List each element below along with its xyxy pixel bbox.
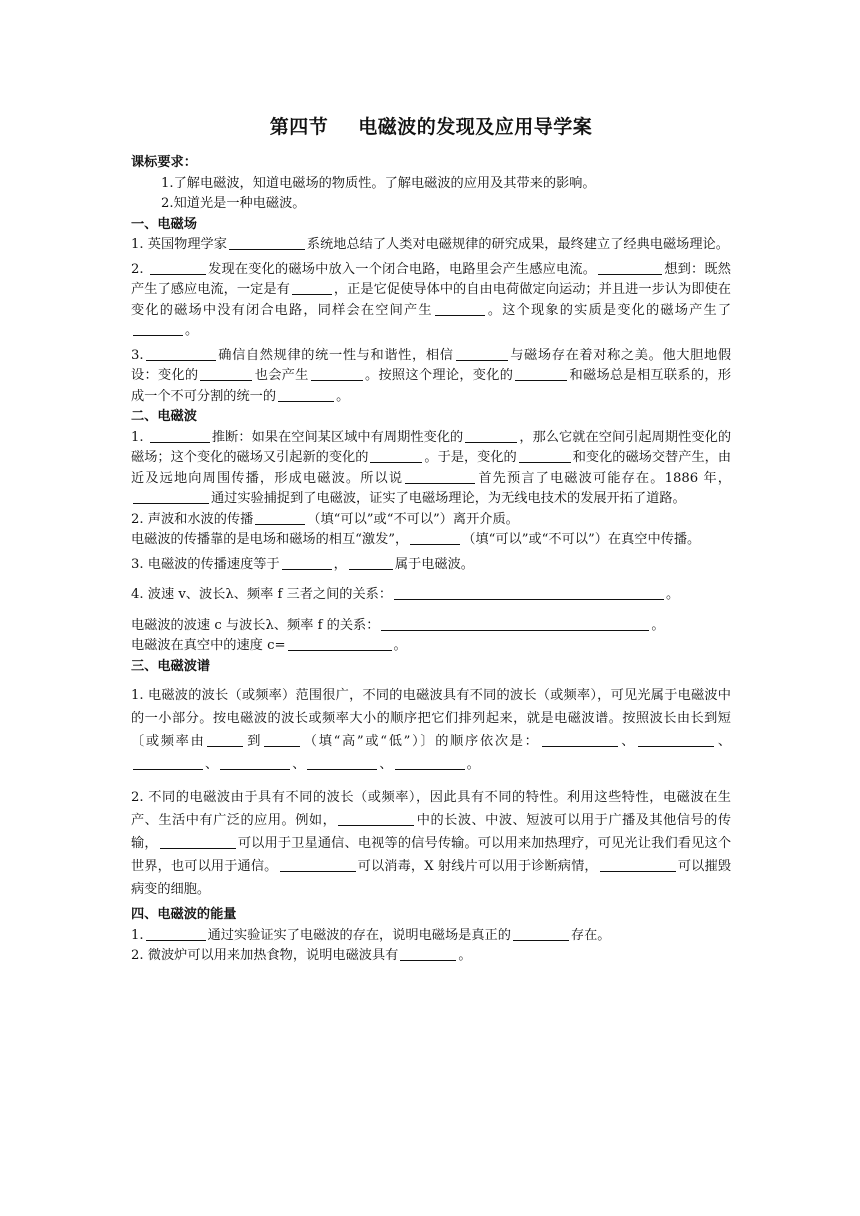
title-section-number: 第四节 [269, 116, 329, 138]
s1-question-2: 2. 发现在变化的磁场中放入一个闭合电路，电路里会产生感应电流。 想到：既然产生了感应电流，一定是有 ，正是它促使导体中的自由电荷做定向运动；并且进一步认为即使在变化的磁场中没有闭合电路，同样会在空间产生 。这个现象的实质是变化的磁场产生了。 [131, 261, 732, 338]
answer-blank[interactable] [229, 236, 305, 250]
s4-question-1: 1. 通过实验证实了电磁波的存在，说明电磁场是真正的 存在。 [131, 927, 611, 943]
worksheet-page [131, 112, 731, 967]
answer-blank[interactable] [542, 733, 618, 747]
answer-blank[interactable] [435, 302, 485, 316]
s2-question-1: 1. 推断：如果在空间某区域中有周期性变化的 ，那么它就在空间引起周期性变化的磁场；这个变化的磁场又引起新的变化的 。于是，变化的 和变化的磁场交替产生，由近及远地向周围传播，形成电磁波。所以说 首先预言了电磁波可能存在。1886 年，通过实验捕捉到了电磁波，证实了电磁场理论，为无线电技术的发展开拓了道路。 [131, 429, 732, 506]
s2-question-3: 3. 电磁波的传播速度等于 ， 属于电磁波。 [131, 556, 474, 572]
answer-blank[interactable] [150, 429, 210, 443]
answer-blank[interactable] [405, 470, 475, 484]
s2-question-5: 电磁波的波速 c 与波长λ、频率 f 的关系： 。 [131, 617, 665, 633]
answer-blank[interactable] [160, 835, 236, 849]
requirement-item-2: 2.知道光是一种电磁波。 [161, 196, 306, 211]
requirements-heading: 课标要求： [131, 155, 197, 170]
answer-blank[interactable] [264, 733, 300, 747]
answer-blank[interactable] [519, 449, 571, 463]
answer-blank[interactable] [410, 531, 460, 545]
answer-blank[interactable] [282, 556, 332, 570]
s2-question-4: 4. 波速 v、波长λ、频率 f 三者之间的关系： 。 [131, 587, 680, 602]
answer-blank[interactable] [288, 637, 392, 651]
s1-question-3: 3. 确信自然规律的统一性与和谐性，相信 与磁场存在着对称之美。他大胆地假设：变化的 也会产生 。按照这个理论，变化的 和磁场总是相互联系的，形成一个不可分割的统一的 。 [131, 347, 732, 404]
section-4-heading: 四、电磁波的能量 [131, 907, 237, 922]
answer-blank[interactable] [133, 322, 183, 336]
answer-blank[interactable] [395, 756, 465, 770]
answer-blank[interactable] [278, 388, 334, 402]
answer-blank[interactable] [255, 511, 305, 525]
s2-question-2a: 2. 声波和水波的传播 （填“可以”或“不可以”）离开介质。 [131, 511, 519, 527]
answer-blank[interactable] [146, 347, 216, 361]
answer-blank[interactable] [370, 449, 422, 463]
answer-blank[interactable] [394, 586, 664, 600]
s2-question-6: 电磁波在真空中的速度 c= 。 [131, 638, 407, 653]
answer-blank[interactable] [280, 858, 356, 872]
answer-blank[interactable] [600, 858, 676, 872]
answer-blank[interactable] [311, 367, 363, 381]
s4-question-2: 2. 微波炉可以用来加热食物，说明电磁波具有 。 [131, 948, 472, 963]
answer-blank[interactable] [515, 367, 567, 381]
answer-blank[interactable] [207, 733, 243, 747]
s3-question-1: 1. 电磁波的波长（或频率）范围很广，不同的电磁波具有不同的波长（或频率），可见光属于电磁波中的一小部分。按电磁波的波长或频率大小的顺序把它们排列起来，就是电磁波谱。按照波长由长到短〔或频率由 到 （填“高”或“低”）〕的顺序依次是： 、 、、 、 、 。 [131, 688, 732, 772]
answer-blank[interactable] [456, 347, 508, 361]
answer-blank[interactable] [307, 756, 377, 770]
answer-blank[interactable] [349, 556, 393, 570]
requirement-item-1: 1.了解电磁波，知道电磁场的物质性。了解电磁波的应用及其带来的影响。 [161, 175, 596, 191]
page-title [131, 112, 731, 139]
answer-blank[interactable] [220, 756, 290, 770]
answer-blank[interactable] [465, 429, 517, 443]
title-text: 电磁波的发现及应用导学案 [358, 116, 593, 138]
section-1-heading: 一、电磁场 [131, 216, 197, 232]
s3-question-2: 2. 不同的电磁波由于具有不同的波长（或频率），因此具有不同的特性。利用这些特性，电磁波在生产、生活中有广泛的应用。例如， 中的长波、中波、短波可以用于广播及其他信号的传输， 可以用于卫星通信、电视等的信号传输。可以用来加热理疗，可见光让我们看见这个世界，也可以用于通信。 可以消毒，X 射线片可以用于诊断病情， 可以摧毁病变的细胞。 [131, 790, 732, 897]
answer-blank[interactable] [292, 281, 332, 295]
answer-blank[interactable] [133, 490, 209, 504]
answer-blank[interactable] [400, 947, 456, 961]
answer-blank[interactable] [150, 261, 206, 275]
answer-blank[interactable] [338, 812, 414, 826]
answer-blank[interactable] [133, 756, 203, 770]
answer-blank[interactable] [200, 367, 252, 381]
answer-blank[interactable] [146, 927, 206, 941]
answer-blank[interactable] [598, 261, 662, 275]
answer-blank[interactable] [381, 617, 649, 631]
section-3-heading: 三、电磁波谱 [131, 658, 211, 674]
answer-blank[interactable] [638, 733, 714, 747]
answer-blank[interactable] [513, 927, 569, 941]
section-2-heading: 二、电磁波 [131, 409, 197, 424]
s2-question-2b: 电磁波的传播靠的是电场和磁场的相互“激发”， （填“可以”或“不可以”）在真空中传播。 [131, 532, 701, 547]
s1-question-1: 1. 英国物理学家 系统地总结了人类对电磁规律的研究成果，最终建立了经典电磁场理论。 [131, 237, 729, 252]
